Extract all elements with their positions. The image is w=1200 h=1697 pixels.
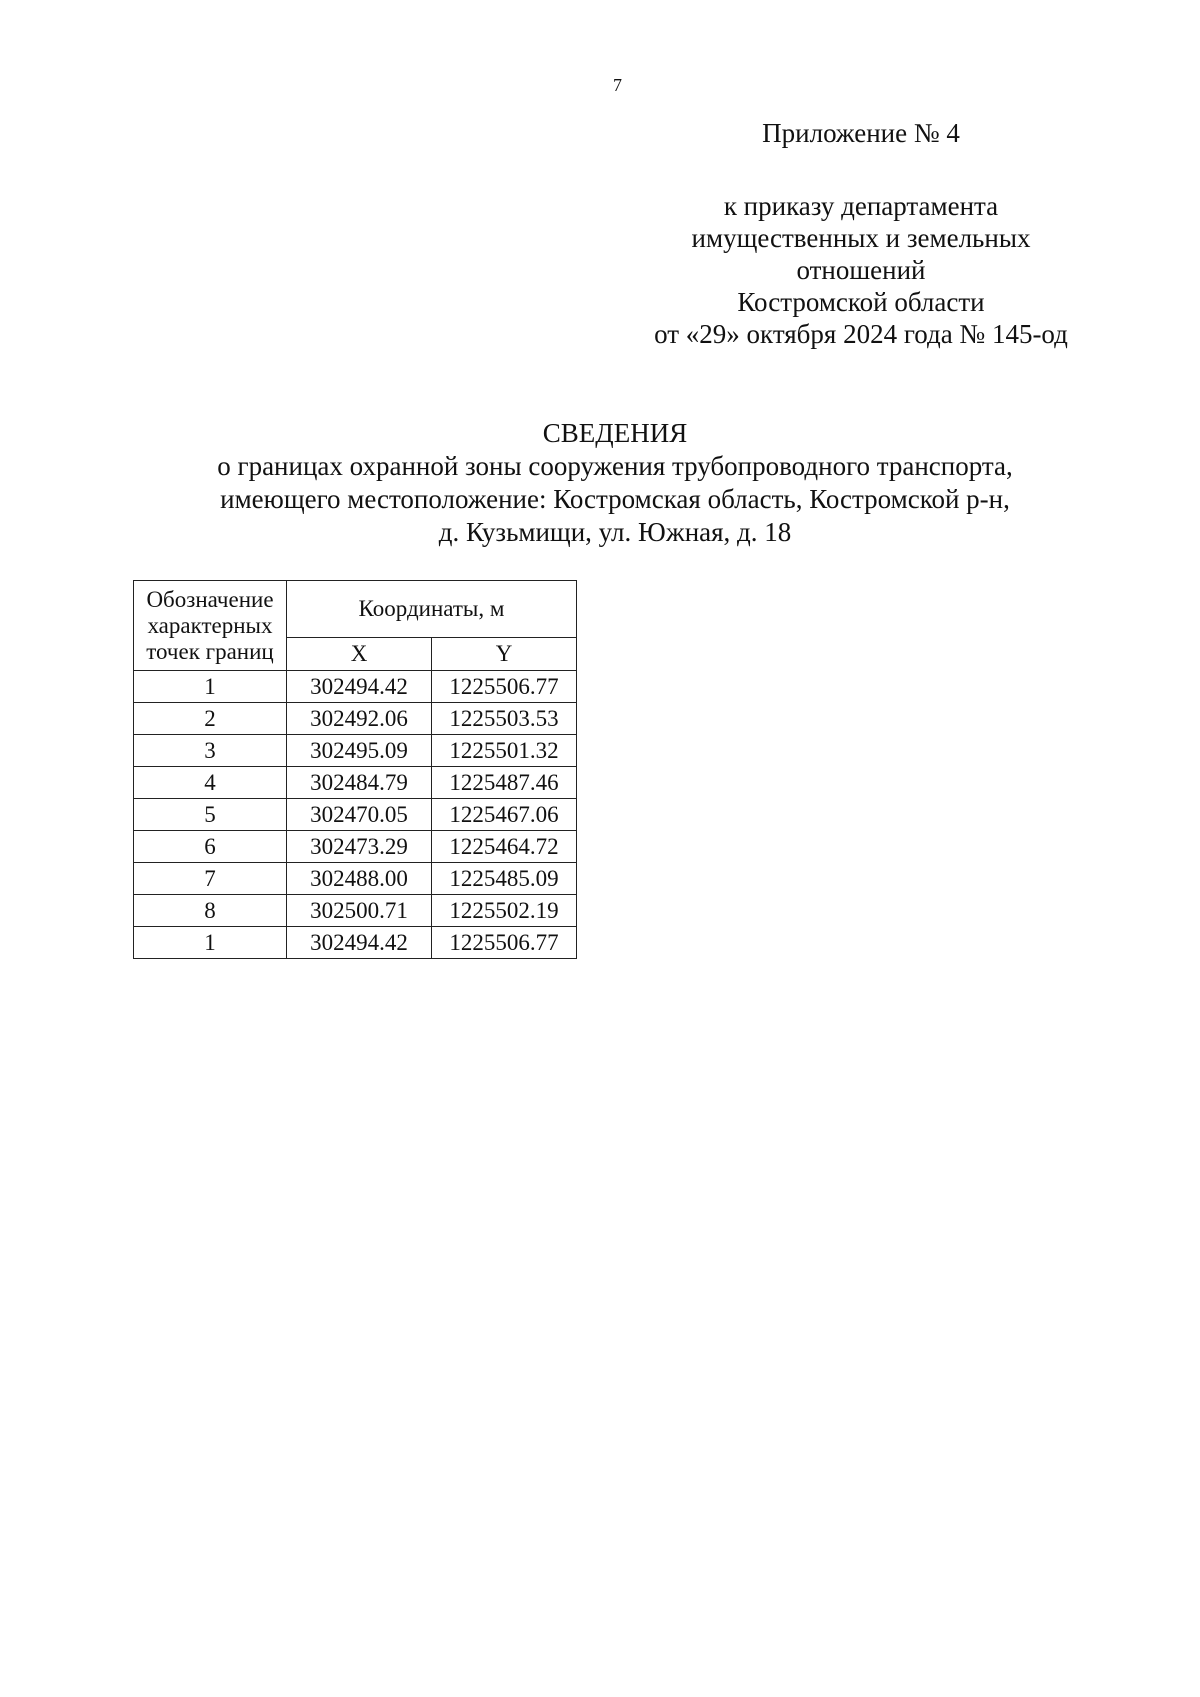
table-row xyxy=(134,671,577,703)
coordinates-table xyxy=(133,580,577,959)
document-subtitle-line: имеющего местоположение: Костромская область, Костромской р-н, xyxy=(220,484,1010,514)
order-reference-line: Костромской области xyxy=(737,287,985,317)
point-header-line: характерных xyxy=(147,612,273,638)
x-coordinate-cell: 302470.05 xyxy=(287,799,432,831)
document-title: СВЕДЕНИЯ xyxy=(542,418,688,448)
x-coordinate-cell: 302484.79 xyxy=(287,767,432,799)
point-cell: 1 xyxy=(134,927,287,959)
y-coordinate-cell: 1225502.19 xyxy=(432,895,577,927)
x-coordinate-cell: 302488.00 xyxy=(287,863,432,895)
x-coordinate-cell: 302492.06 xyxy=(287,703,432,735)
table-row xyxy=(134,703,577,735)
table-row xyxy=(134,767,577,799)
table-row xyxy=(134,831,577,863)
point-cell: 2 xyxy=(134,703,287,735)
point-header-line: точек границ xyxy=(146,638,274,664)
table-row xyxy=(134,895,577,927)
point-cell: 8 xyxy=(134,895,287,927)
order-reference xyxy=(620,190,1102,350)
x-coordinate-cell: 302494.42 xyxy=(287,927,432,959)
y-coordinate-cell: 1225506.77 xyxy=(432,671,577,703)
x-coordinate-cell: 302473.29 xyxy=(287,831,432,863)
point-cell: 6 xyxy=(134,831,287,863)
x-coordinate-cell: 302500.71 xyxy=(287,895,432,927)
table-row xyxy=(134,735,577,767)
y-column-header: Y xyxy=(432,638,577,671)
document-heading xyxy=(130,417,1100,549)
point-cell: 1 xyxy=(134,671,287,703)
x-coordinate-cell: 302495.09 xyxy=(287,735,432,767)
order-reference-line: к приказу департамента xyxy=(723,191,999,221)
appendix-title: Приложение № 4 xyxy=(762,118,960,148)
point-cell: 4 xyxy=(134,767,287,799)
point-cell: 5 xyxy=(134,799,287,831)
y-coordinate-cell: 1225485.09 xyxy=(432,863,577,895)
point-column-header xyxy=(134,581,287,671)
y-coordinate-cell: 1225487.46 xyxy=(432,767,577,799)
point-cell: 7 xyxy=(134,863,287,895)
point-header-line: Обозначение xyxy=(146,586,274,612)
y-coordinate-cell: 1225501.32 xyxy=(432,735,577,767)
order-reference-line: отношений xyxy=(796,255,926,285)
x-coordinate-cell: 302494.42 xyxy=(287,671,432,703)
y-coordinate-cell: 1225506.77 xyxy=(432,927,577,959)
table-row xyxy=(134,799,577,831)
table-row xyxy=(134,927,577,959)
y-coordinate-cell: 1225464.72 xyxy=(432,831,577,863)
page-number: 7 xyxy=(613,75,622,95)
y-coordinate-cell: 1225467.06 xyxy=(432,799,577,831)
coordinates-header: Координаты, м xyxy=(287,581,577,638)
y-coordinate-cell: 1225503.53 xyxy=(432,703,577,735)
table-row xyxy=(134,863,577,895)
coordinates-table-body xyxy=(134,671,577,959)
point-cell: 3 xyxy=(134,735,287,767)
document-subtitle-line: д. Кузьмищи, ул. Южная, д. 18 xyxy=(438,517,792,547)
order-reference-line: от «29» октября 2024 года № 145-од xyxy=(654,319,1068,349)
document-subtitle-line: о границах охранной зоны сооружения трубопроводного транспорта, xyxy=(217,451,1013,481)
order-reference-line: имущественных и земельных xyxy=(691,223,1031,253)
x-column-header: X xyxy=(287,638,432,671)
